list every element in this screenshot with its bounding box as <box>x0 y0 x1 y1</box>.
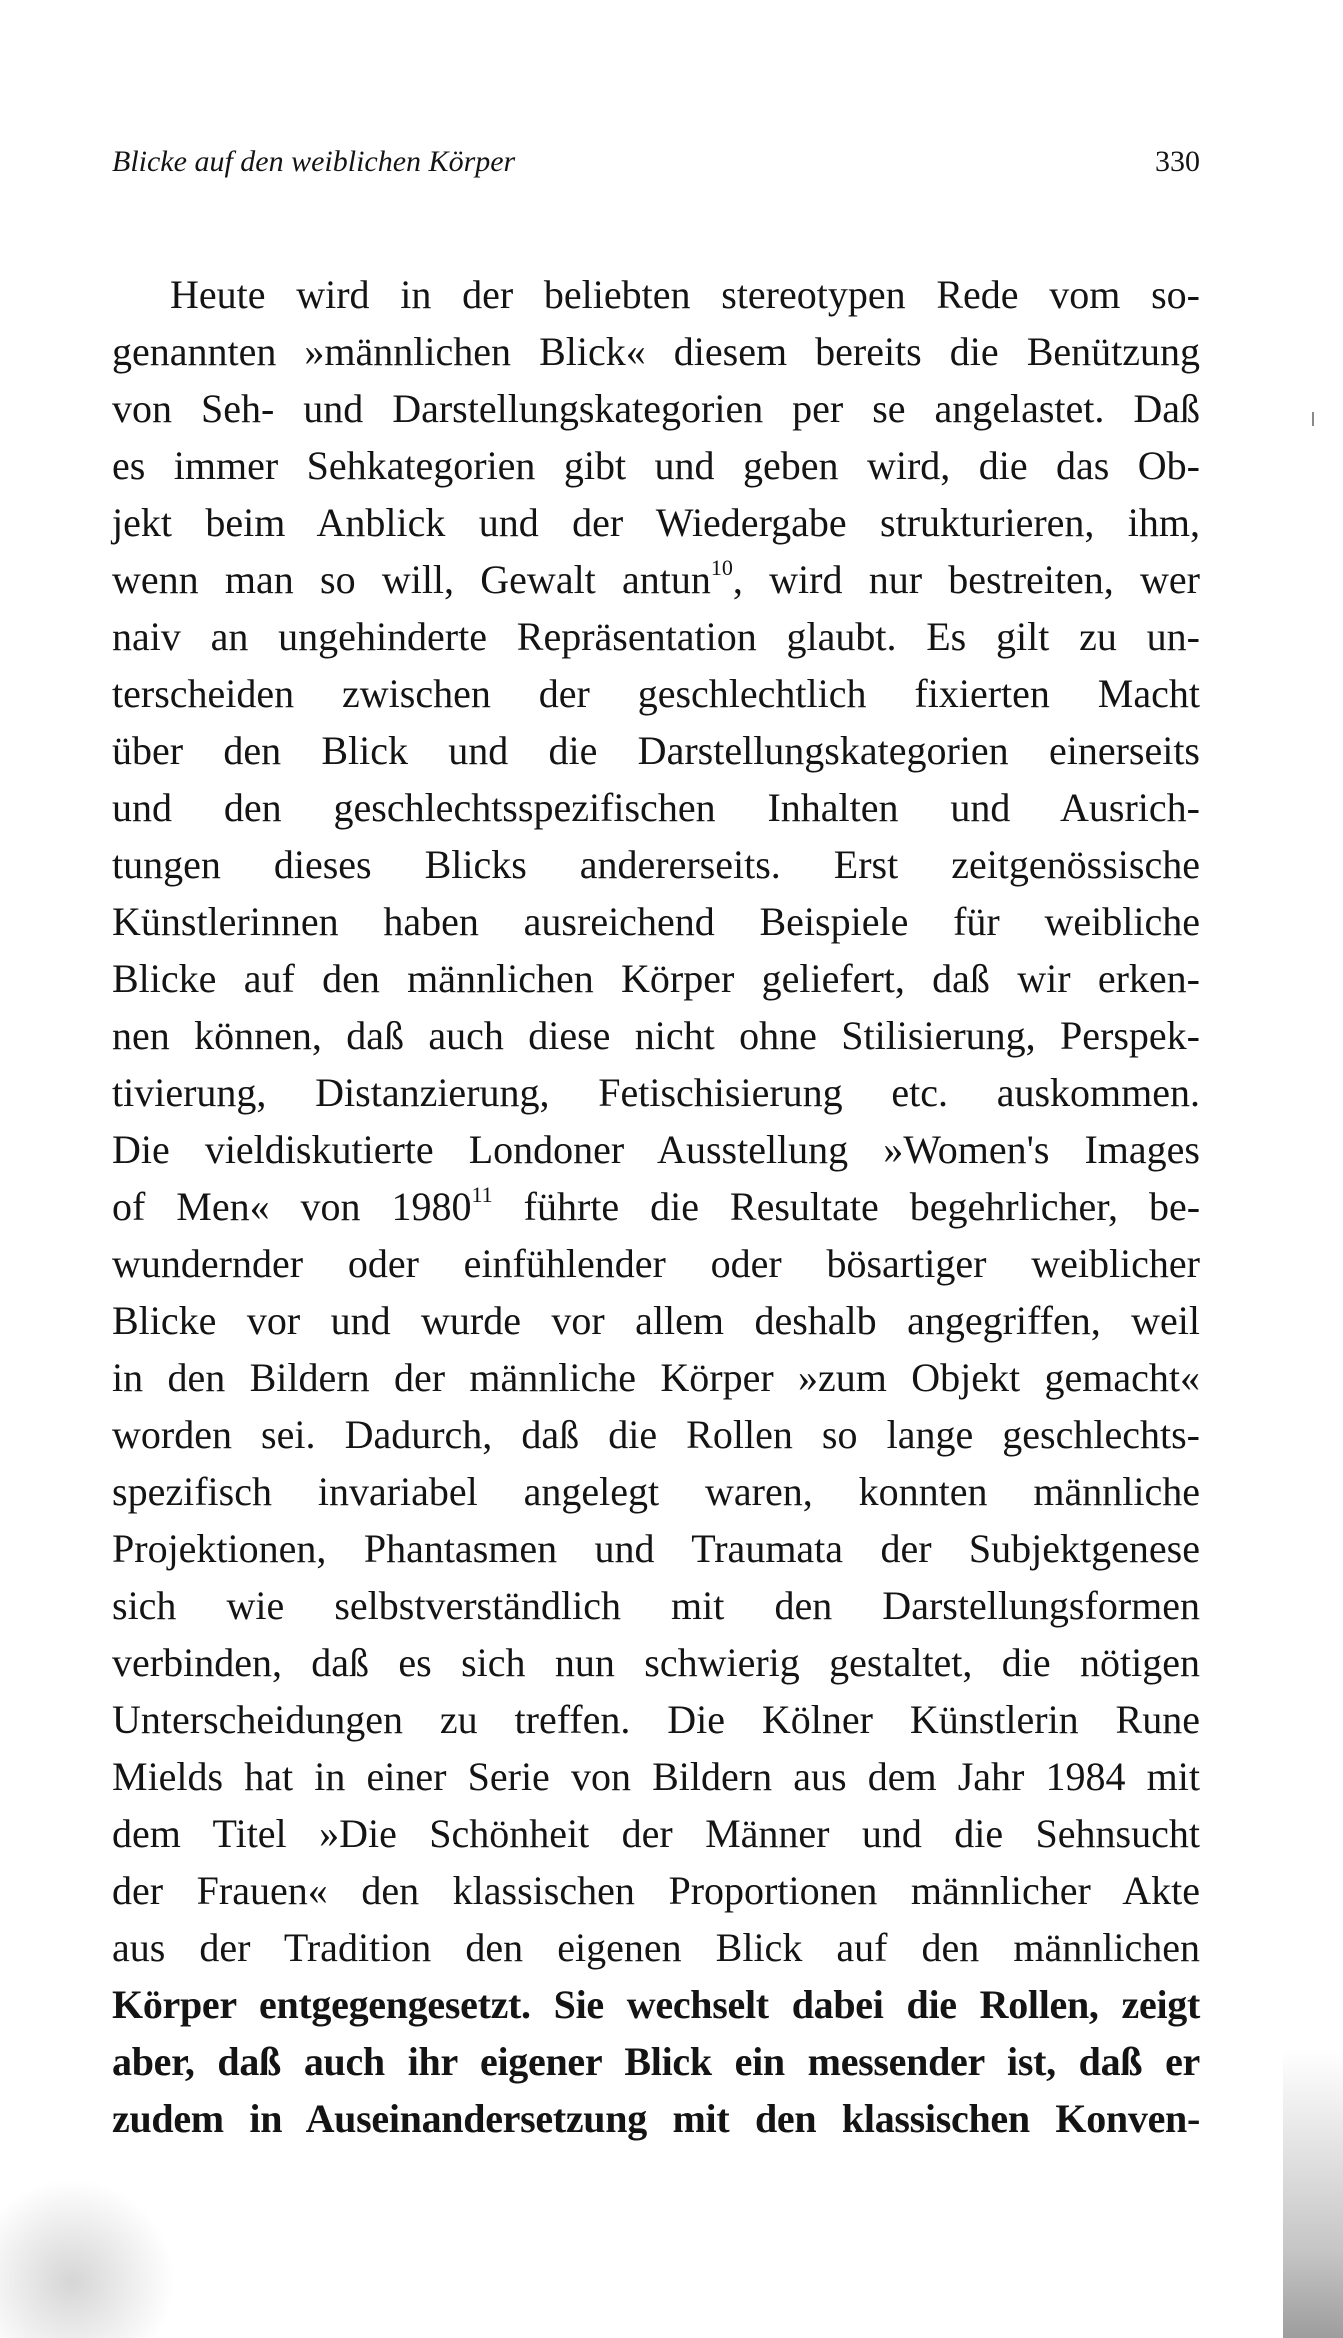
text-line: verbinden, daß es sich nun schwierig gestaltet, die nötigen <box>112 1640 1200 1685</box>
line-segment: , wird nur bestreiten, wer <box>732 557 1200 602</box>
text-line: worden sei. Dadurch, daß die Rollen so lange geschlechts- <box>112 1412 1200 1457</box>
line-segment: wenn man so will, Gewalt antun <box>112 557 711 602</box>
text-line: genannten »männlichen Blick« diesem bereits die Benützung <box>112 329 1200 374</box>
text-line: tivierung, Distanzierung, Fetischisierung etc. auskommen. <box>112 1070 1200 1115</box>
text-line: spezifisch invariabel angelegt waren, konnten männliche <box>112 1469 1200 1514</box>
text-line: Unterscheidungen zu treffen. Die Kölner Künstlerin Rune <box>112 1697 1200 1742</box>
text-line: wundernder oder einfühlender oder bösartiger weiblicher <box>112 1241 1200 1286</box>
running-head <box>112 140 1200 184</box>
line-segment: of Men« von 1980 <box>112 1184 472 1229</box>
text-line: tungen dieses Blicks andererseits. Erst zeitgenössische <box>112 842 1200 887</box>
text-line: dem Titel »Die Schönheit der Männer und die Sehnsucht <box>112 1811 1200 1856</box>
text-line: in den Bildern der männliche Körper »zum Objekt gemacht« <box>112 1355 1200 1400</box>
page-number: 330 <box>1155 145 1200 178</box>
text-line: jekt beim Anblick und der Wiedergabe strukturieren, ihm, <box>112 500 1200 545</box>
text-line: Die vieldiskutierte Londoner Ausstellung »Women's Images <box>112 1127 1200 1172</box>
text-line: Projektionen, Phantasmen und Traumata der Subjektgenese <box>112 1526 1200 1571</box>
text-line: Künstlerinnen haben ausreichend Beispiele für weibliche <box>112 899 1200 944</box>
text-line: sich wie selbstverständlich mit den Darstellungsformen <box>112 1583 1200 1628</box>
text-line: und den geschlechtsspezifischen Inhalten und Ausrich- <box>112 785 1200 830</box>
text-line: Heute wird in der beliebten stereotypen Rede vom so- <box>170 272 1200 317</box>
text-line: es immer Sehkategorien gibt und geben wird, die das Ob- <box>112 443 1200 488</box>
scan-artifact-mark <box>1312 412 1314 426</box>
body-paragraph <box>112 266 1200 2147</box>
text-line: von Seh- und Darstellungskategorien per se angelastet. Daß <box>112 386 1200 431</box>
footnote-ref-10: 10 <box>710 555 733 580</box>
text-line: Körper entgegengesetzt. Sie wechselt dabei die Rollen, zeigt <box>112 1982 1200 2027</box>
text-line: aber, daß auch ihr eigener Blick ein messender ist, daß er <box>112 2039 1200 2084</box>
text-line: über den Blick und die Darstellungskategorien einerseits <box>112 728 1200 773</box>
text-line: naiv an ungehinderte Repräsentation glaubt. Es gilt zu un- <box>112 614 1200 659</box>
scan-noise-left <box>0 2150 180 2338</box>
text-line <box>112 551 1200 608</box>
text-line: Blicke vor und wurde vor allem deshalb angegriffen, weil <box>112 1298 1200 1343</box>
text-line: Blicke auf den männlichen Körper geliefert, daß wir erken- <box>112 956 1200 1001</box>
text-line: aus der Tradition den eigenen Blick auf den männlichen <box>112 1925 1200 1970</box>
line-segment: führte die Resultate begehrlicher, be- <box>492 1184 1201 1229</box>
text-line: terscheiden zwischen der geschlechtlich fixierten Macht <box>112 671 1200 716</box>
text-line: Mields hat in einer Serie von Bildern aus dem Jahr 1984 mit <box>112 1754 1200 1799</box>
text-line: zudem in Auseinandersetzung mit den klassischen Konven- <box>112 2096 1200 2141</box>
text-line: der Frauen« den klassischen Proportionen männlicher Akte <box>112 1868 1200 1913</box>
scan-noise-right <box>1283 2050 1343 2338</box>
text-line: nen können, daß auch diese nicht ohne Stilisierung, Perspek- <box>112 1013 1200 1058</box>
running-title: Blicke auf den weiblichen Körper <box>112 145 516 178</box>
text-line <box>112 1178 1200 1235</box>
footnote-ref-11: 11 <box>471 1182 493 1207</box>
